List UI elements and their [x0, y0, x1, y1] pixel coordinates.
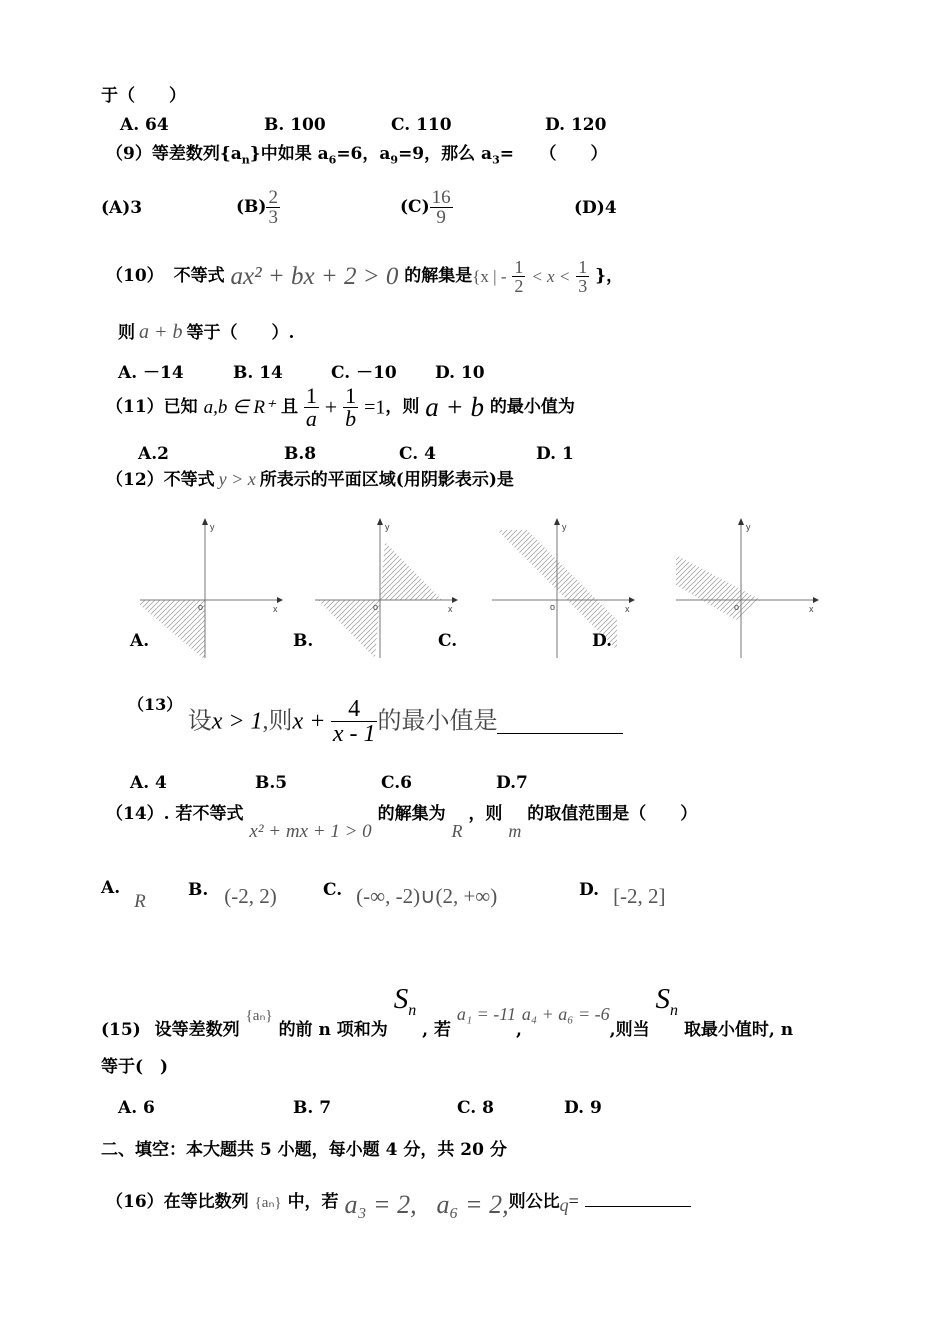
q13-option-c: C.6 [381, 773, 412, 793]
y-arrow-icon [738, 518, 744, 525]
q12-graphs [0, 515, 950, 715]
origin-label: o [198, 602, 204, 612]
section-heading: 二、填空：本大题共 5 小题，每小题 4 分，共 20 分 [101, 1140, 507, 1160]
x-arrow-icon [452, 597, 458, 603]
y-arrow-icon [554, 518, 560, 525]
q12-option-b: B. [293, 631, 314, 651]
q15-stem: (15) 设等差数列 {aₙ} 的前 n 项和为 $S_n$ , 若 a₁ = -11,a₄ + a₆ = -6,则当 $S_n$ 取最小值时, n [101, 983, 794, 1040]
q16-answer-blank[interactable] [585, 1188, 691, 1207]
q14-option-d: D. [-2, 2] [579, 880, 666, 908]
q8-option-c: C. 110 [391, 115, 452, 135]
q13-stem: （13） 设x > 1,则x + $\frac{4}{x - 1}$ 的最小值是 [128, 697, 623, 759]
q8-stem-tail: 于（ ） [101, 86, 186, 106]
q10-option-d: D. 10 [435, 363, 485, 383]
q8-option-d: D. 120 [545, 115, 607, 135]
q10-option-b: B. 14 [233, 363, 283, 383]
x-label: x [273, 604, 278, 614]
q14-option-b: B. (-2, 2) [188, 880, 277, 908]
x-label: x [809, 604, 814, 614]
q12-option-c: C. [438, 631, 458, 651]
q8-option-a: A. 64 [120, 115, 169, 135]
q12-stem: （12）不等式 y > x 所表示的平面区域(用阴影表示)是 [106, 469, 514, 490]
q15-line2: 等于( ) [101, 1057, 169, 1077]
q15-option-a: A. 6 [118, 1098, 155, 1118]
q12-option-d: D. [592, 631, 613, 651]
q13-option-d: D.7 [496, 773, 528, 793]
q10-option-c: C. －10 [331, 363, 397, 383]
q15-option-c: C. 8 [457, 1098, 494, 1118]
x-arrow-icon [629, 597, 635, 603]
x-label: x [625, 604, 630, 614]
q14-option-c: C. (-∞, -2)∪(2, +∞) [323, 880, 498, 908]
x-label: x [448, 604, 453, 614]
graph-a [0, 518, 415, 670]
q11-option-a: A.2 [138, 444, 169, 464]
q11-stem: （11）已知 a,b ∈ R⁺ 且 $\frac{1}{a}$ + $\frac{1}{b}$ =1，则 a + b 的最小值为 [106, 383, 575, 431]
q16-stem: （16）在等比数列 {aₙ} 中，若 a₃ = 2, a₆ = 2,则公比q= [106, 1186, 691, 1226]
q9-option-c: (C) $\frac{16}{9}$ [400, 187, 451, 228]
q14-option-a: A.R [101, 878, 146, 912]
origin-label: o [550, 602, 556, 612]
q8-option-b: B. 100 [264, 115, 326, 135]
q15-option-d: D. 9 [564, 1098, 602, 1118]
q11-option-d: D. 1 [536, 444, 574, 464]
origin-label: o [734, 602, 740, 612]
x-arrow-icon [277, 597, 283, 603]
y-label: y [385, 522, 390, 532]
q11-option-b: B.8 [284, 444, 317, 464]
q9-option-b: (B) $\frac{2}{3}$ [236, 187, 278, 228]
q9-stem: （9）等差数列$\{a_n\}$中如果 $a_6=6$，$a_9=9$，那么 $a_3=$ （ ） [106, 144, 608, 167]
q10-stem: （10） 不等式 ax² + bx + 2 > 0 的解集是{x | - $\frac{1}{2}$ < x < $\frac{1}{3}$ }， [106, 257, 624, 296]
q15-option-b: B. 7 [293, 1098, 332, 1118]
q13-option-b: B.5 [255, 773, 288, 793]
origin-label: o [373, 602, 379, 612]
q11-option-c: C. 4 [399, 444, 436, 464]
q10-line2: 则 a + b 等于（ ）. [118, 321, 295, 343]
graph-c [347, 518, 767, 670]
y-arrow-icon [202, 518, 208, 525]
q9-option-a: (A)3 [101, 198, 143, 218]
q12-option-a: A. [130, 631, 150, 651]
y-label: y [746, 522, 751, 532]
y-arrow-icon [377, 518, 383, 525]
q10-option-a: A. －14 [118, 363, 184, 383]
x-arrow-icon [813, 597, 819, 603]
q14-stem: （14）. 若不等式 x² + mx + 1 > 0 的解集为 R ，则 m 的取值范围是（ ） [106, 804, 698, 842]
q13-option-a: A. 4 [130, 773, 167, 793]
y-label: y [562, 522, 567, 532]
y-label: y [210, 522, 215, 532]
q9-option-d: (D)4 [574, 198, 617, 218]
q13-answer-blank[interactable] [497, 709, 623, 734]
graph-b [170, 518, 590, 670]
